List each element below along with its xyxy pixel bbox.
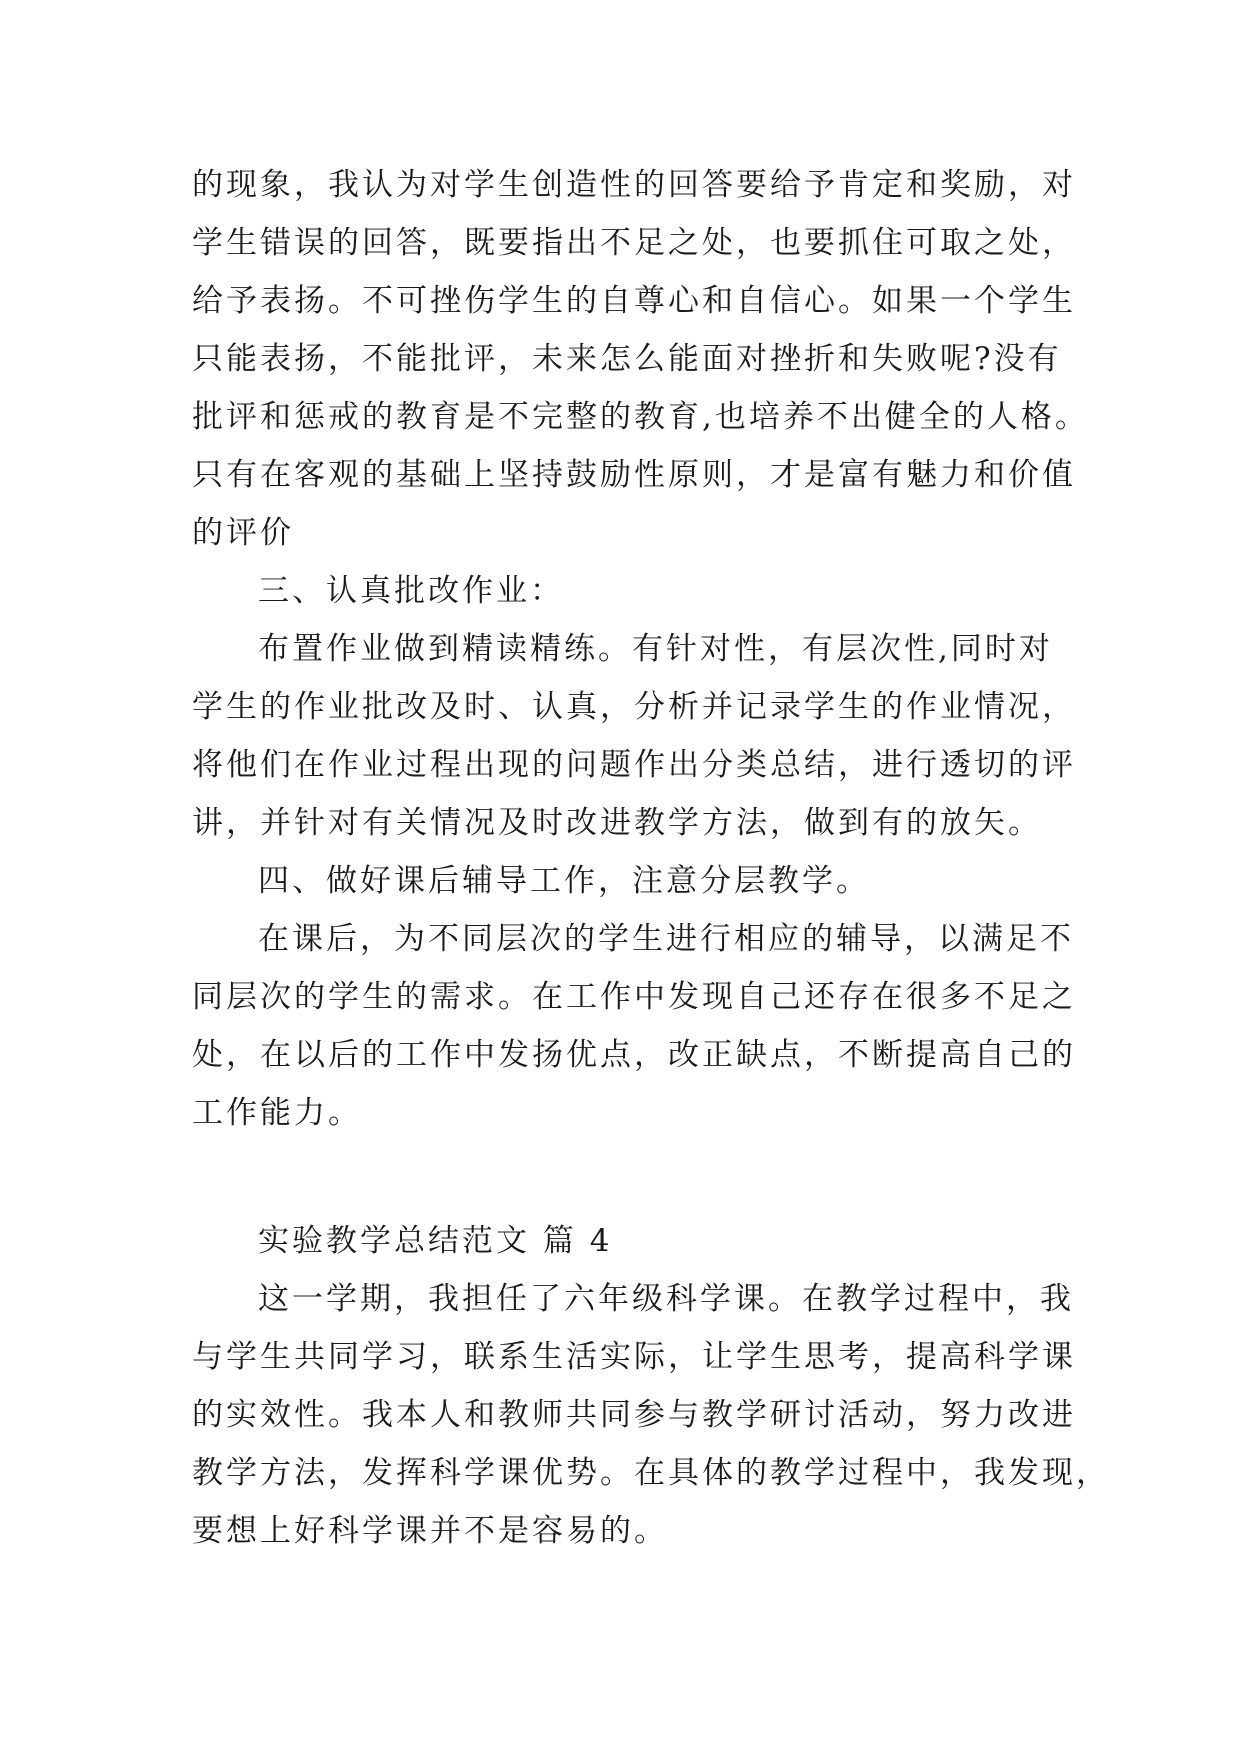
text-line: 布置作业做到精读精练。有针对性，有层次性,同时对 <box>258 631 1053 667</box>
text-line: 教学方法，发挥科学课优势。在具体的教学过程中，我发现， <box>192 1455 1110 1491</box>
section-one-body <box>192 156 1089 1142</box>
section-heading: 实验教学总结范文 篇 4 <box>258 1223 613 1259</box>
text-line: 学生错误的回答，既要指出不足之处，也要抓住可取之处， <box>192 225 1076 261</box>
text-line: 讲，并针对有关情况及时改进教学方法，做到有的放矢。 <box>192 805 1042 841</box>
text-line: 的评价 <box>192 515 294 551</box>
text-line: 处，在以后的工作中发扬优点，改正缺点，不断提高自己的 <box>192 1037 1076 1073</box>
text-line: 学生的作业批改及时、认真，分析并记录学生的作业情况， <box>192 689 1076 725</box>
text-line: 这一学期，我担任了六年级科学课。在教学过程中，我 <box>258 1281 1074 1317</box>
text-line: 的实效性。我本人和教师共同参与教学研讨活动，努力改进 <box>192 1397 1076 1433</box>
text-line: 只有在客观的基础上坚持鼓励性原则，才是富有魅力和价值 <box>192 457 1076 493</box>
text-line: 只能表扬，不能批评，未来怎么能面对挫折和失败呢?没有 <box>192 341 1062 377</box>
text-line: 将他们在作业过程出现的问题作出分类总结，进行透切的评 <box>192 747 1076 783</box>
subheading-homework: 三、认真批改作业： <box>258 573 564 609</box>
text-line: 批评和惩戒的教育是不完整的教育,也培养不出健全的人格。 <box>192 399 1089 435</box>
text-line: 与学生共同学习，联系生活实际，让学生思考，提高科学课 <box>192 1339 1076 1375</box>
text-line: 的现象，我认为对学生创造性的回答要给予肯定和奖励，对 <box>192 167 1076 203</box>
text-line: 给予表扬。不可挫伤学生的自尊心和自信心。如果一个学生 <box>192 283 1076 319</box>
subheading-tutoring: 四、做好课后辅导工作，注意分层教学。 <box>258 863 870 899</box>
section-two-body <box>192 1212 1110 1560</box>
text-line: 在课后，为不同层次的学生进行相应的辅导，以满足不 <box>258 921 1074 957</box>
text-line: 要想上好科学课并不是容易的。 <box>192 1513 668 1549</box>
text-line: 同层次的学生的需求。在工作中发现自己还存在很多不足之 <box>192 979 1076 1015</box>
text-line: 工作能力。 <box>192 1095 362 1131</box>
